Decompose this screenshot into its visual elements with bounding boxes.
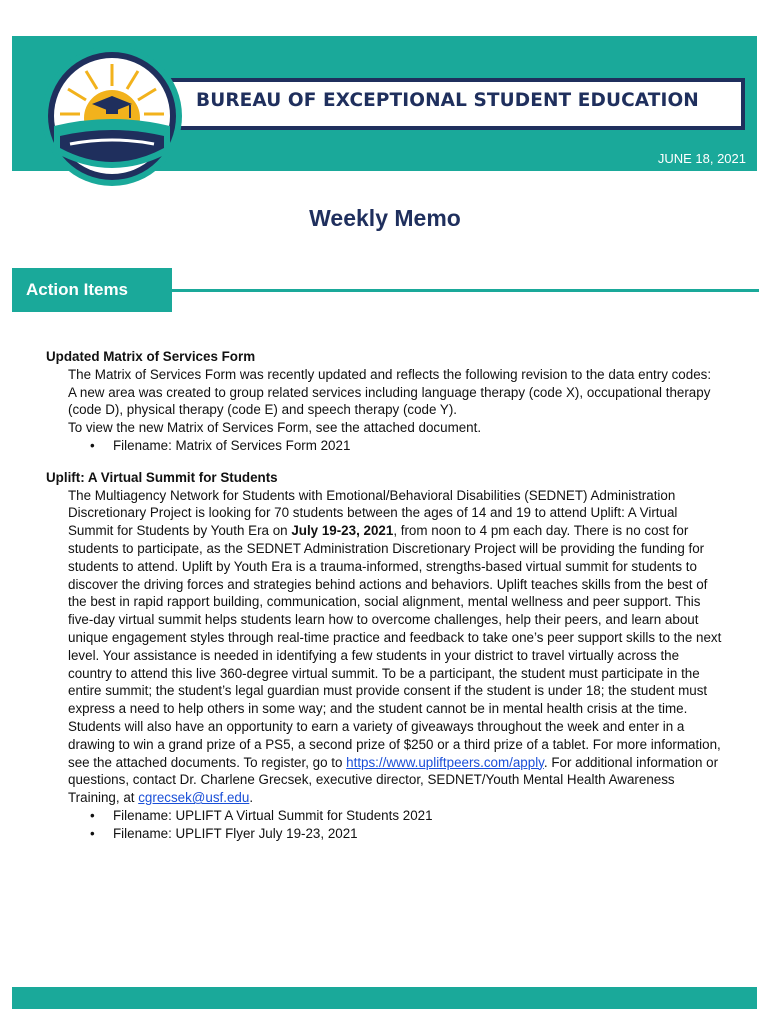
event-dates: July 19-23, 2021	[291, 523, 394, 539]
section-divider	[172, 289, 759, 292]
bureau-title: BUREAU OF EXCEPTIONAL STUDENT EDUCATION	[196, 90, 699, 111]
item-title: Uplift: A Virtual Summit for Students	[46, 469, 278, 485]
action-item	[46, 469, 726, 843]
item-paragraph: To view the new Matrix of Services Form, see the attached document.	[68, 420, 482, 436]
attachment-item: • Filename: UPLIFT Flyer July 19-23, 2021	[113, 825, 726, 843]
attachment-list	[68, 807, 726, 843]
item-paragraph: The Matrix of Services Form was recently updated and reflects the following revision to the data entry codes:	[68, 366, 712, 382]
action-item	[46, 348, 726, 455]
page-title: Weekly Memo	[309, 205, 461, 231]
body-text: . For additional information or questions, contact Dr. Charlene Grecsek, executive director, SEDNET/Youth Mental Health Awareness Training, at	[68, 754, 719, 806]
register-link[interactable]: https://www.upliftpeers.com/apply	[346, 754, 544, 770]
body-text: .	[249, 790, 254, 806]
contact-email-link[interactable]: cgrecsek@usf.edu	[138, 790, 250, 806]
memo-content	[46, 348, 726, 843]
body-text: The Multiagency Network for Students with Emotional/Behavioral Disabilities (SEDNET) Administration Discretionary Project is looking for 70 students between the ages of 14 and 19 to attend Uplift: A Virtual Summit for Students by Youth Era on	[68, 487, 678, 539]
footer-band	[12, 987, 757, 1009]
item-paragraph	[68, 487, 726, 807]
item-body	[68, 487, 726, 843]
bureau-logo-icon	[40, 44, 185, 189]
attachment-list	[68, 437, 726, 455]
attachment-item: • Filename: Matrix of Services Form 2021	[113, 437, 726, 455]
section-label: Action Items	[26, 280, 129, 299]
item-title: Updated Matrix of Services Form	[46, 349, 256, 364]
body-text: , from noon to 4 pm each day. There is no cost for students to participate, as the SEDNET Administration Discretionary Project will be providing the funding for students to attend. Uplift by Youth Era is a trauma-informed, strengths-based virtual summit for students to discover the driving forces and strategies behind actions and behaviors. Uplift teaches skills from the best of the best in rapid rapport building, communication, social alignment, mental wellness and peer support. This five-day virtual summit helps students learn how to overcome challenges, help their peers, and learn about unique engagement styles through real-time practice and feedback to take one’s peer support skills to the next level. Your assistance is needed in identifying a few students in your district to travel virtually across the country to attend this live 360-degree virtual summit. To be a participant, the student must participate in the entire summit; the student’s legal guardian must provide consent if the student is under 18; the student must express a need to help others in some way; and the student cannot be in mental health crisis at the time. Students will also have an opportunity to earn a variety of giveaways throughout the week and enter in a drawing to win a grand prize of a PS5, a second prize of $250 or a third prize of a tablet. For more information, see the attached documents. To register, go to	[68, 523, 722, 770]
memo-date: JUNE 18, 2021	[657, 151, 746, 166]
item-paragraph: A new area was created to group related services including language therapy (code X), occupational therapy (code D), physical therapy (code E) and speech therapy (code Y).	[68, 384, 711, 418]
attachment-item: • Filename: UPLIFT A Virtual Summit for Students 2021	[113, 807, 726, 825]
item-body	[68, 366, 726, 455]
